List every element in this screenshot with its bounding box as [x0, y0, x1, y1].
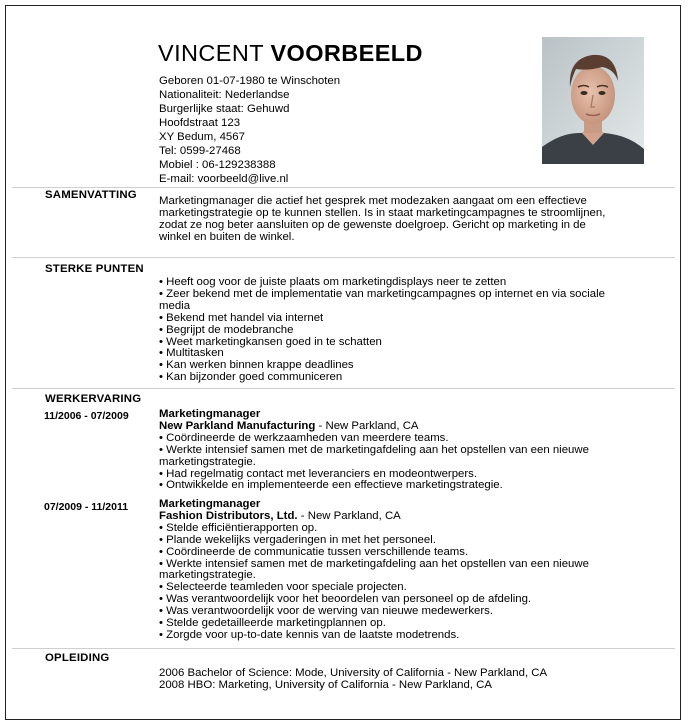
list-item: • Stelde efficiëntierapporten op.: [159, 521, 318, 534]
education-item: 2006 Bachelor of Science: Mode, University of California - New Parkland, CA: [159, 667, 548, 679]
list-item: • Selecteerde teamleden voor speciale projecten.: [159, 581, 407, 594]
summary-line: zodat ze nog beter aansluiten op de gewenste doelgroep. Gericht op marketing in de: [159, 218, 586, 231]
candidate-name: [158, 40, 423, 67]
list-item: • Werkte intensief samen met de marketingafdeling aan het opstellen van een nieuwe: [159, 443, 589, 456]
summary-text: [159, 196, 659, 244]
mobile-line: Mobiel : 06-129238388: [159, 159, 276, 171]
street-line: Hoofdstraat 123: [159, 117, 241, 129]
email-line: E-mail: voorbeeld@live.nl: [159, 173, 289, 185]
divider: [12, 388, 675, 389]
education-item: 2008 HBO: Marketing, University of California - New Parkland, CA: [159, 678, 492, 691]
list-item: • Stelde gedetailleerde marketingplannen op.: [159, 617, 386, 630]
contact-block: [159, 74, 340, 186]
list-item: • Begrijpt de modebranche: [159, 323, 294, 336]
phone-line: Tel: 0599-27468: [159, 145, 241, 157]
birth-line: Geboren 01-07-1980 te Winschoten: [159, 75, 341, 87]
divider: [12, 257, 675, 258]
first-name: VINCENT: [158, 40, 264, 66]
list-item: • Werkte intensief samen met de marketingafdeling aan het opstellen van een nieuwe: [159, 557, 589, 570]
summary-heading: SAMENVATTING: [45, 189, 137, 201]
company-name: Fashion Distributors, Ltd.: [159, 509, 298, 522]
summary-line: marketingstrategie op te kunnen stellen. Is in staat marketingcampagnes te stroomlijnen,: [159, 206, 606, 219]
summary-line: Marketingmanager die actief het gesprek met modezaken aangaat om een effectieve: [159, 195, 587, 207]
profile-photo: [542, 37, 644, 164]
company-location: - New Parkland, CA: [297, 509, 401, 522]
job-title: Marketingmanager: [159, 498, 261, 510]
job-entry: [159, 409, 659, 492]
summary-line: winkel en buiten de winkel.: [159, 230, 295, 243]
job-entry: [159, 499, 659, 642]
list-item: • Heeft oog voor de juiste plaats om marketingdisplays neer te zetten: [159, 276, 507, 288]
list-item: media: [159, 299, 191, 312]
postal-line: XY Bedum, 4567: [159, 131, 245, 143]
strengths-heading: STERKE PUNTEN: [45, 263, 144, 275]
experience-heading: WERKERVARING: [45, 393, 142, 405]
list-item: • Bekend met handel via internet: [159, 311, 324, 324]
list-item: • Weet marketingkansen goed in te schatten: [159, 335, 382, 348]
education-heading: OPLEIDING: [45, 652, 110, 664]
list-item: • Multitasken: [159, 347, 224, 360]
nationality-line: Nationaliteit: Nederlandse: [159, 89, 290, 101]
list-item: • Coördineerde de werkzaamheden van meerdere teams.: [159, 431, 449, 444]
job-dates: 11/2006 - 07/2009: [44, 410, 129, 422]
list-item: • Ontwikkelde en implementeerde een effectieve marketingstrategie.: [159, 479, 503, 492]
company-name: New Parkland Manufacturing: [159, 419, 316, 432]
divider: [12, 648, 675, 649]
company-location: - New Parkland, CA: [315, 419, 419, 432]
list-item: marketingstrategie.: [159, 455, 256, 468]
list-item: • Zeer bekend met de implementatie van marketingcampagnes op internet en via sociale: [159, 287, 605, 300]
list-item: • Was verantwoordelijk voor de werving van nieuwe medewerkers.: [159, 605, 494, 618]
education-list: [159, 668, 659, 692]
list-item: • Plande wekelijks vergaderingen in met het personeel.: [159, 533, 436, 546]
list-item: • Coördineerde de communicatie tussen verschillende teams.: [159, 545, 469, 558]
strengths-list: [159, 277, 659, 384]
job-title: Marketingmanager: [159, 408, 261, 420]
list-item: • Zorgde voor up-to-date kennis van de laatste modetrends.: [159, 628, 460, 641]
last-name: VOORBEELD: [270, 40, 423, 66]
job-dates: 07/2009 - 11/2011: [44, 501, 129, 513]
list-item: • Was verantwoordelijk voor het beoordelen van personeel op de afdeling.: [159, 593, 532, 606]
marital-status-line: Burgerlijke staat: Gehuwd: [159, 103, 290, 115]
list-item: • Had regelmatig contact met leveranciers en modeontwerpers.: [159, 467, 478, 480]
list-item: • Kan bijzonder goed communiceren: [159, 371, 343, 384]
list-item: marketingstrategie.: [159, 569, 256, 582]
divider: [12, 187, 675, 188]
list-item: • Kan werken binnen krappe deadlines: [159, 359, 354, 372]
